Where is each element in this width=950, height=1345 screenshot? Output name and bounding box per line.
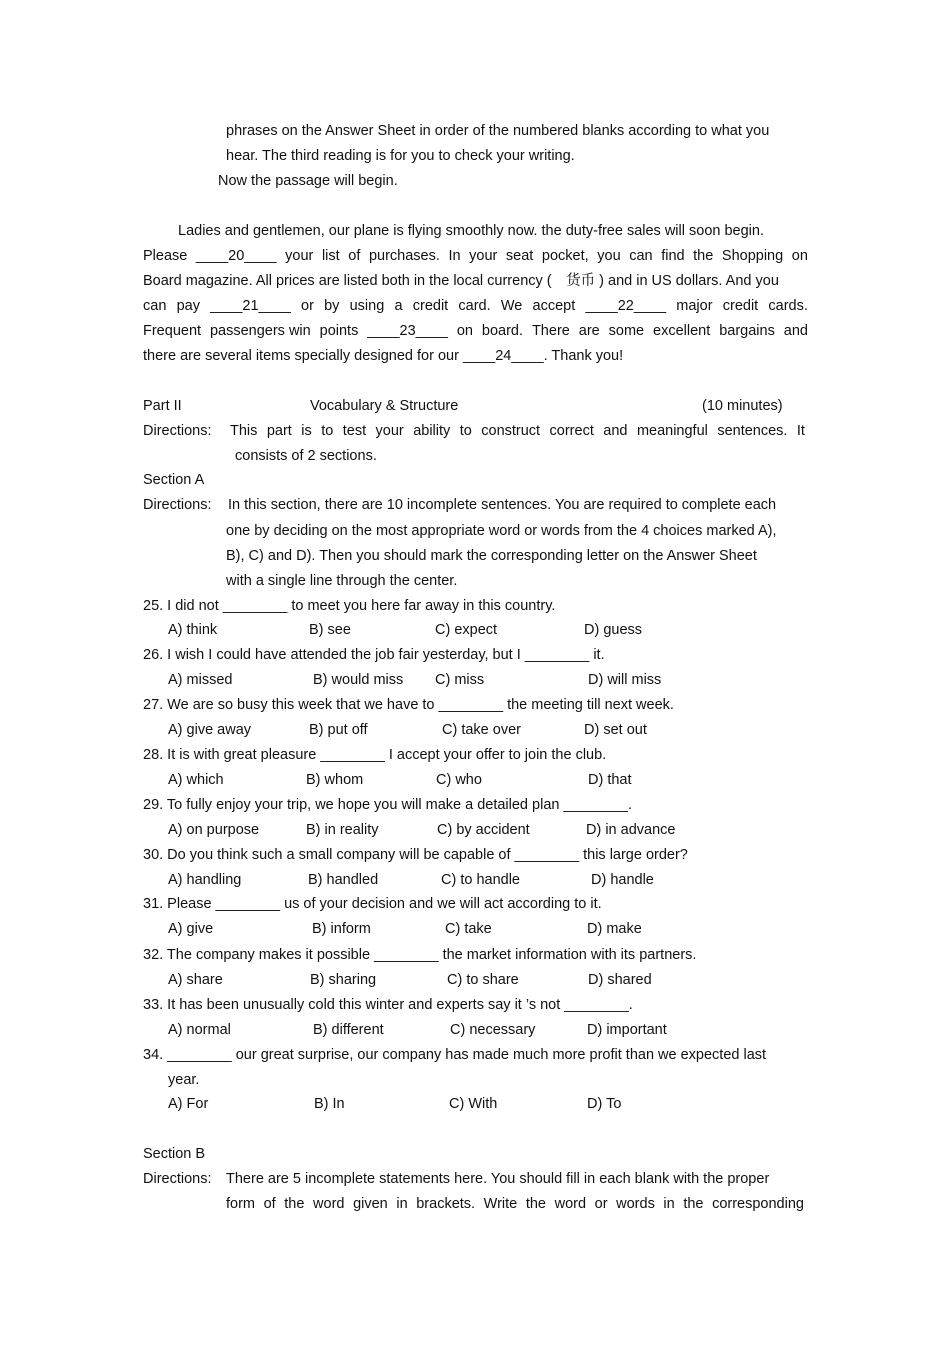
q25-option-a: A) think — [168, 622, 218, 638]
intro-line-1: phrases on the Answer Sheet in order of the numbered blanks according to what you — [226, 123, 770, 139]
question-34-continuation: year. — [168, 1072, 200, 1088]
q30-option-b: B) handled — [308, 872, 379, 888]
q27-option-c: C) take over — [442, 722, 521, 738]
passage-line-6: there are several items specially designed for our ____24____. Thank you! — [143, 348, 624, 364]
passage-line-3: Board magazine. All prices are listed both in the local currency ( 货币 ) and in US dollars. And you — [143, 273, 779, 289]
q26-option-a: A) missed — [168, 672, 233, 688]
q32-option-d: D) shared — [588, 972, 652, 988]
q33-option-b: B) different — [313, 1022, 384, 1038]
question-25: 25. I did not ________ to meet you here far away in this country. — [143, 598, 556, 614]
section-b-title: Section B — [143, 1146, 206, 1162]
question-34: 34. ________ our great surprise, our company has made much more profit than we expected last — [143, 1047, 767, 1063]
q30-option-c: C) to handle — [441, 872, 520, 888]
q29-option-a: A) on purpose — [168, 822, 260, 838]
passage-line-2: Please ____20____ your list of purchases. In your seat pocket, you can find the Shopping on — [143, 248, 808, 264]
q28-option-a: A) which — [168, 772, 224, 788]
question-32: 32. The company makes it possible ________ the market information with its partners. — [143, 947, 697, 963]
section-a-directions-label: Directions: — [143, 497, 212, 513]
question-33: 33. It has been unusually cold this winter and experts say it ’s not ________. — [143, 997, 633, 1013]
intro-line-2: hear. The third reading is for you to check your writing. — [226, 148, 575, 164]
section-a-directions-line-2: one by deciding on the most appropriate word or words from the 4 choices marked A), — [226, 523, 777, 539]
question-26: 26. I wish I could have attended the job fair yesterday, but I ________ it. — [143, 647, 605, 663]
section-a-directions-line-1: In this section, there are 10 incomplete sentences. You are required to complete each — [228, 497, 777, 513]
q25-option-b: B) see — [309, 622, 351, 638]
q27-option-a: A) give away — [168, 722, 252, 738]
part-title: Vocabulary & Structure — [310, 398, 459, 414]
q28-option-d: D) that — [588, 772, 632, 788]
q33-option-d: D) important — [587, 1022, 667, 1038]
q30-option-d: D) handle — [591, 872, 654, 888]
q33-option-a: A) normal — [168, 1022, 231, 1038]
q25-option-d: D) guess — [584, 622, 643, 638]
q29-option-d: D) in advance — [586, 822, 676, 838]
q34-option-d: D) To — [587, 1096, 622, 1112]
part-directions-line-1: This part is to test your ability to construct correct and meaningful sentences. It — [230, 423, 805, 439]
part-time: (10 minutes) — [702, 398, 783, 414]
question-29: 29. To fully enjoy your trip, we hope you will make a detailed plan ________. — [143, 797, 633, 813]
question-28: 28. It is with great pleasure ________ I accept your offer to join the club. — [143, 747, 607, 763]
section-a-directions-line-4: with a single line through the center. — [226, 573, 458, 589]
q31-option-d: D) make — [587, 921, 642, 937]
section-b-directions-label: Directions: — [143, 1171, 212, 1187]
q31-option-a: A) give — [168, 921, 214, 937]
section-b-directions-line-2: form of the word given in brackets. Write the word or words in the corresponding — [226, 1196, 804, 1212]
q29-option-b: B) in reality — [306, 822, 379, 838]
question-30: 30. Do you think such a small company will be capable of ________ this large order? — [143, 847, 688, 863]
q32-option-a: A) share — [168, 972, 223, 988]
question-31: 31. Please ________ us of your decision and we will act according to it. — [143, 896, 602, 912]
section-a-title: Section A — [143, 472, 205, 488]
part-directions-label: Directions: — [143, 423, 212, 439]
q32-option-c: C) to share — [447, 972, 519, 988]
passage-line-4: can pay ____21____ or by using a credit card. We accept ____22____ major credit cards. — [143, 298, 808, 314]
q28-option-b: B) whom — [306, 772, 364, 788]
q34-option-c: C) With — [449, 1096, 498, 1112]
q27-option-d: D) set out — [584, 722, 647, 738]
q25-option-c: C) expect — [435, 622, 498, 638]
q27-option-b: B) put off — [309, 722, 368, 738]
q34-option-a: A) For — [168, 1096, 209, 1112]
q26-option-c: C) miss — [435, 672, 485, 688]
q33-option-c: C) necessary — [450, 1022, 536, 1038]
q31-option-c: C) take — [445, 921, 492, 937]
q32-option-b: B) sharing — [310, 972, 377, 988]
part-directions-line-2: consists of 2 sections. — [235, 448, 377, 464]
q29-option-c: C) by accident — [437, 822, 530, 838]
section-b-directions-line-1: There are 5 incomplete statements here. You should fill in each blank with the proper — [226, 1171, 770, 1187]
q34-option-b: B) In — [314, 1096, 345, 1112]
passage-line-1: Ladies and gentlemen, our plane is flying smoothly now. the duty-free sales will soon begin. — [178, 223, 764, 239]
passage-line-5: Frequent passengers win points ____23____ on board. There are some excellent bargains and — [143, 323, 808, 339]
section-a-directions-line-3: B), C) and D). Then you should mark the corresponding letter on the Answer Sheet — [226, 548, 757, 564]
q31-option-b: B) inform — [312, 921, 371, 937]
q26-option-d: D) will miss — [588, 672, 662, 688]
q28-option-c: C) who — [436, 772, 482, 788]
q26-option-b: B) would miss — [313, 672, 404, 688]
intro-line-3: Now the passage will begin. — [218, 173, 398, 189]
q30-option-a: A) handling — [168, 872, 242, 888]
question-27: 27. We are so busy this week that we have to ________ the meeting till next week. — [143, 697, 674, 713]
part-label: Part II — [143, 398, 182, 414]
